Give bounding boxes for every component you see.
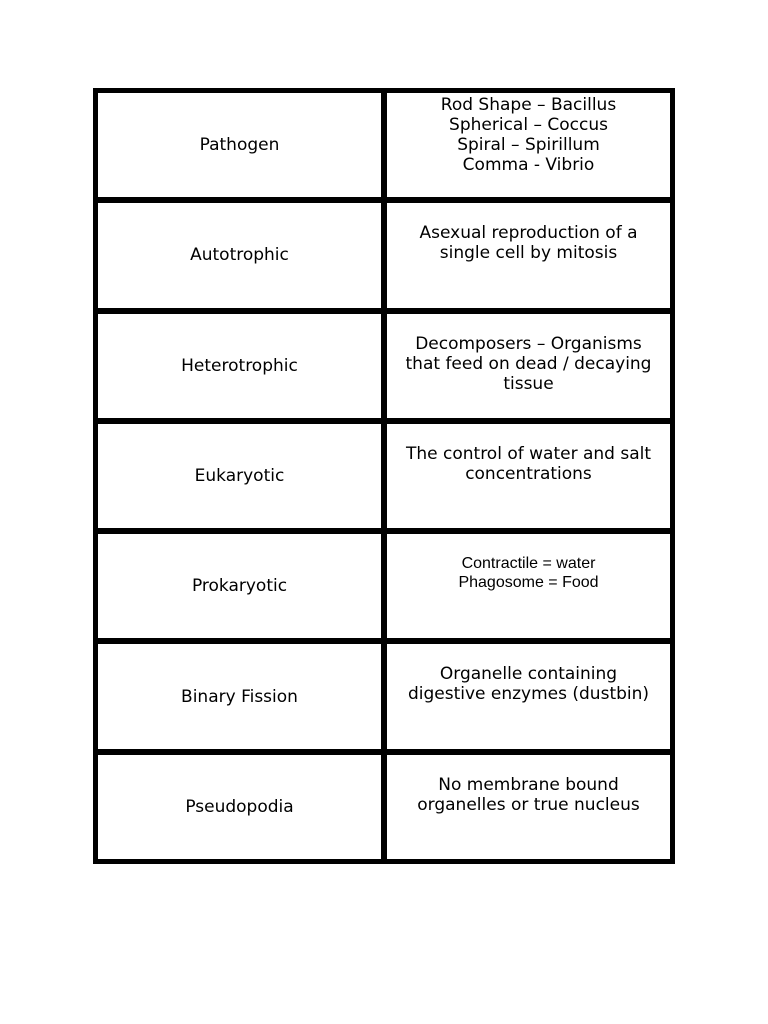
term-cell [98, 203, 381, 307]
term-label: Autotrophic [190, 245, 289, 266]
definition-line: No membrane bound [438, 774, 619, 795]
term-cell [98, 534, 381, 638]
definition-line: concentrations [465, 463, 592, 484]
definition-line: Decomposers – Organisms [415, 333, 642, 354]
definition-line: Spiral – Spirillum [457, 135, 600, 155]
definition-line: Asexual reproduction of a [419, 223, 638, 244]
definition-cell [387, 644, 670, 748]
definition-text [420, 223, 638, 263]
definition-cell [387, 534, 670, 638]
definition-line: organelles or true nucleus [417, 794, 640, 815]
term-cell [98, 755, 381, 859]
term-cell [98, 644, 381, 748]
definition-line: Comma - Vibrio [462, 155, 595, 175]
term-label: Pseudopodia [185, 796, 294, 817]
term-label: Eukaryotic [194, 465, 285, 486]
term-cell [98, 424, 381, 528]
definition-cell [387, 93, 670, 197]
definition-text [406, 444, 651, 484]
term-cell [98, 314, 381, 418]
term-cell [98, 93, 381, 197]
flashcard-table [93, 88, 675, 864]
definition-text [441, 95, 616, 175]
term-label: Heterotrophic [181, 355, 298, 376]
definition-cell [387, 424, 670, 528]
term-label: Binary Fission [181, 686, 298, 707]
definition-cell [387, 203, 670, 307]
definition-line: Contractile = water [461, 555, 596, 573]
definition-cell [387, 755, 670, 859]
definition-line: tissue [503, 373, 554, 394]
definition-text [408, 664, 649, 704]
definition-line: that feed on dead / decaying [405, 353, 652, 374]
definition-line: Spherical – Coccus [449, 115, 608, 135]
definition-line: Rod Shape – Bacillus [440, 95, 617, 115]
term-label: Pathogen [199, 135, 280, 156]
definition-text [458, 554, 598, 592]
definition-line: The control of water and salt [405, 443, 652, 464]
definition-line: Organelle containing [439, 664, 618, 685]
definition-text [406, 334, 652, 394]
definition-line: digestive enzymes (dustbin) [407, 684, 650, 705]
definition-line: single cell by mitosis [439, 243, 618, 264]
definition-text [417, 775, 640, 815]
term-label: Prokaryotic [191, 576, 288, 597]
definition-line: Phagosome = Food [458, 574, 599, 592]
definition-cell [387, 314, 670, 418]
